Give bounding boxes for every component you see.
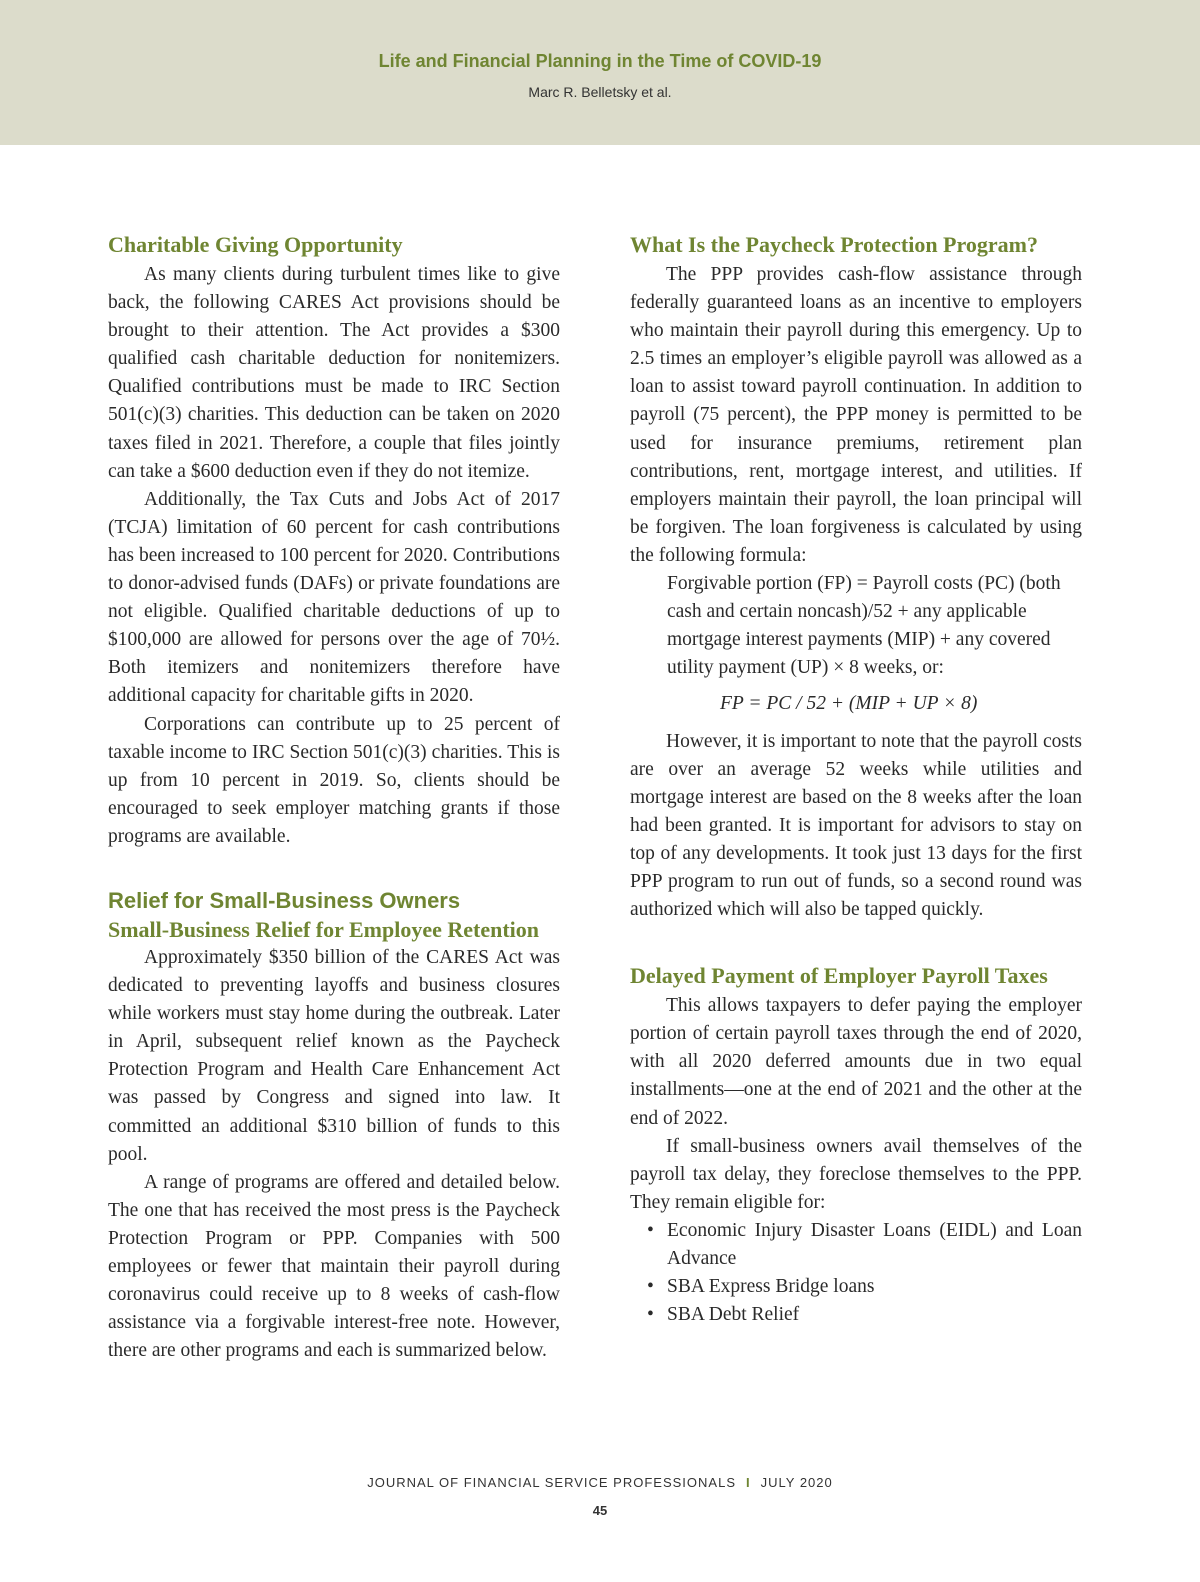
paragraph: However, it is important to note that the payroll costs are over an average 52 weeks while utilities and mortgage interest are based on the 8 weeks after the loan had been granted. It is important for advisors to stay on top of any developments. It took just 13 days for the first PPP program to run out of funds, so a second round was authorized which will also be tapped quickly. xyxy=(630,730,1082,921)
paragraph: The PPP provides cash-flow assistance through federally guaranteed loans as an incentive to employers who maintain their payroll during this emergency. Up to 2.5 times an employer’s eligible payroll was allowed as a loan to assist toward payroll continuation. In addition to payroll (75 percent), the PPP money is permitted to be used for insurance premiums, retirement plan contributions, rent, mortgage interest, and utilities. If employers maintain their payroll, the loan principal will be forgiven. The loan forgiveness is calculated by using the following formula: xyxy=(630,264,1082,566)
bullet-icon: • xyxy=(647,1304,654,1326)
heading-charitable-giving: Charitable Giving Opportunity xyxy=(108,232,403,257)
bullet-icon: • xyxy=(647,1219,654,1241)
right-column xyxy=(630,228,1082,1329)
formula-equation: FP = PC / 52 + (MIP + UP × 8) xyxy=(720,693,978,715)
paragraph: Additionally, the Tax Cuts and Jobs Act of 2017 (TCJA) limitation of 60 percent for cash contributions has been increased to 100 percent for 2020. Contributions to donor-advised funds (DAFs) or private foundations are not eligible. Qualified charitable deductions of up to $100,000 are allowed for persons over the age of 70½. Both itemizers and nonitemizers therefore have additional capacity for charitable gifts in 2020. xyxy=(108,488,560,707)
heading-relief-small-business: Relief for Small-Business Owners xyxy=(108,887,461,913)
running-authors: Marc R. Belletsky et al. xyxy=(528,84,672,100)
running-title: Life and Financial Planning in the Time of COVID-19 xyxy=(378,51,822,71)
heading-ppp: What Is the Paycheck Protection Program? xyxy=(630,232,1038,257)
issue-date: JULY 2020 xyxy=(760,1475,833,1490)
subheading-employee-retention: Small-Business Relief for Employee Retention xyxy=(108,916,540,942)
page-number: 45 xyxy=(592,1503,608,1518)
heading-delayed-payroll-taxes: Delayed Payment of Employer Payroll Taxes xyxy=(630,963,1048,989)
paragraph: Corporations can contribute up to 25 percent of taxable income to IRC Section 501(c)(3) charities. This is up from 10 percent in 2019. So, clients should be encouraged to seek employer matching grants if those programs are available. xyxy=(108,713,560,847)
list-item: • SBA Express Bridge loans xyxy=(630,1273,1082,1301)
list-item: • Economic Injury Disaster Loans (EIDL) and Loan Advance xyxy=(630,1217,1082,1273)
footer-separator: I xyxy=(746,1475,751,1490)
formula-description: Forgivable portion (FP) = Payroll costs (PC) (both cash and certain noncash)/52 + any applicable mortgage interest payments (MIP) + any covered utility payment (UP) × 8 weeks, or: xyxy=(667,573,1061,679)
eligibility-list xyxy=(630,1217,1082,1329)
journal-name: JOURNAL OF FINANCIAL SERVICE PROFESSIONALS xyxy=(367,1475,736,1490)
bullet-icon: • xyxy=(647,1276,654,1298)
list-item: • SBA Debt Relief xyxy=(630,1301,1082,1329)
paragraph: Approximately $350 billion of the CARES Act was dedicated to preventing layoffs and business closures while workers must stay home during the outbreak. Later in April, subsequent relief known as the Paycheck Protection Program and Health Care Enhancement Act was passed by Congress and signed into law. It committed an additional $310 billion of funds to this pool. xyxy=(108,946,560,1165)
paragraph: As many clients during turbulent times like to give back, the following CARES Act provisions should be brought to their attention. The Act provides a $300 qualified cash charitable deduction for nonitemizers. Qualified contributions must be made to IRC Section 501(c)(3) charities. This deduction can be taken on 2020 taxes filed in 2021. Therefore, a couple that files jointly can take a $600 deduction even if they do not itemize. xyxy=(108,264,560,482)
left-column xyxy=(108,228,560,1365)
paragraph: A range of programs are offered and detailed below. The one that has received the most press is the Paycheck Protection Program or PPP. Companies with 500 employees or fewer that maintain their payroll during coronavirus could receive up to 8 weeks of cash-flow assistance via a forgivable interest-free note. However, there are other programs and each is summarized below. xyxy=(108,1171,560,1362)
paragraph: If small-business owners avail themselves of the payroll tax delay, they foreclose themselves to the PPP. They remain eligible for: xyxy=(630,1135,1082,1213)
paragraph: This allows taxpayers to defer paying the employer portion of certain payroll taxes through the end of 2020, with all 2020 deferred amounts due in two equal installments—one at the end of 2021 and the other at the end of 2022. xyxy=(630,995,1082,1129)
page-footer xyxy=(0,1475,1200,1490)
running-header xyxy=(0,0,1200,145)
